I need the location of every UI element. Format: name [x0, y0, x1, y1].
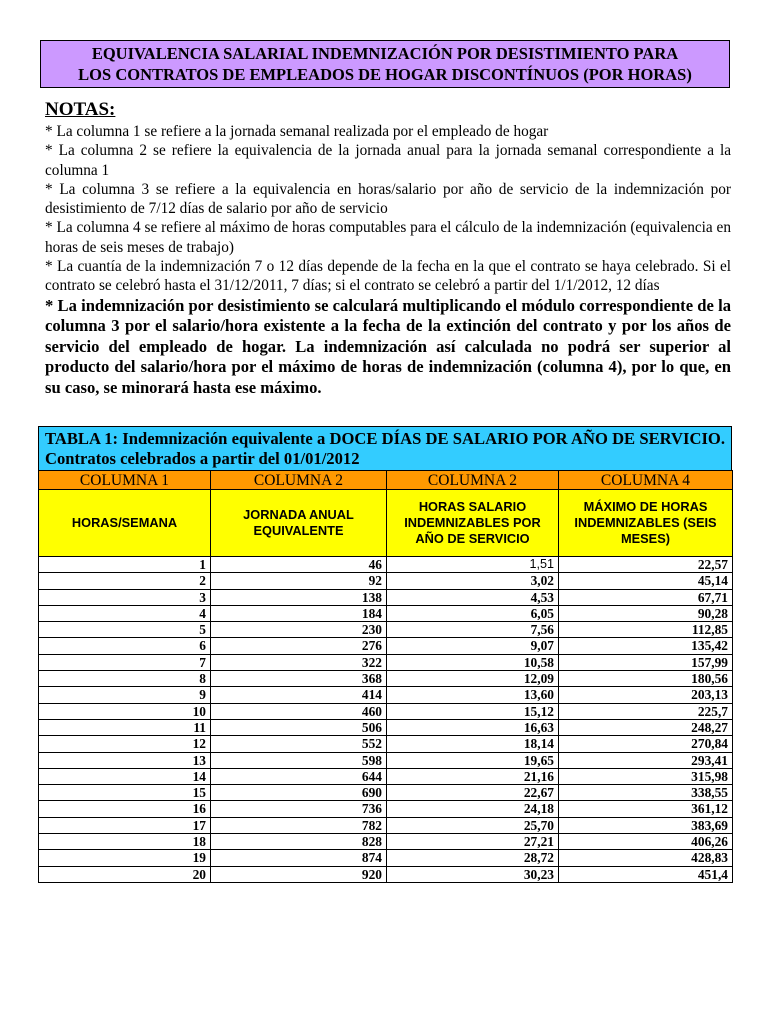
- table-row: [39, 834, 733, 850]
- data-table: [38, 470, 733, 883]
- table-cell: 15,12: [387, 703, 559, 719]
- table-cell: 12,09: [387, 671, 559, 687]
- table-cell: 90,28: [559, 605, 733, 621]
- equivalence-table: [38, 426, 732, 883]
- table-row: [39, 671, 733, 687]
- table-cell: 138: [211, 589, 387, 605]
- table-cell: 46: [211, 557, 387, 573]
- table-row: [39, 817, 733, 833]
- column-name: COLUMNA 4: [559, 471, 733, 490]
- title-line-2: LOS CONTRATOS DE EMPLEADOS DE HOGAR DISCONTÍNUOS (POR HORAS): [78, 65, 692, 84]
- table-cell: 18,14: [387, 736, 559, 752]
- table-cell: 5: [39, 622, 211, 638]
- table-cell: 30,23: [387, 866, 559, 882]
- table-cell: 1: [39, 557, 211, 573]
- column-name: COLUMNA 2: [211, 471, 387, 490]
- table-row: [39, 654, 733, 670]
- notes-section: [45, 98, 731, 398]
- table-cell: 27,21: [387, 834, 559, 850]
- table-cell: 67,71: [559, 589, 733, 605]
- table-cell: 4: [39, 605, 211, 621]
- table-cell: 92: [211, 573, 387, 589]
- table-cell: 21,16: [387, 768, 559, 784]
- table-cell: 315,98: [559, 768, 733, 784]
- table-cell: 690: [211, 785, 387, 801]
- table-row: [39, 638, 733, 654]
- table-cell: 248,27: [559, 719, 733, 735]
- table-cell: 506: [211, 719, 387, 735]
- table-cell: 644: [211, 768, 387, 784]
- table-cell: 2: [39, 573, 211, 589]
- table-cell: 920: [211, 866, 387, 882]
- subheader: HORAS/SEMANA: [39, 490, 211, 557]
- table-cell: 22,57: [559, 557, 733, 573]
- table-cell: 874: [211, 850, 387, 866]
- table-cell: 1,51: [387, 557, 559, 573]
- table-cell: 20: [39, 866, 211, 882]
- table-cell: 383,69: [559, 817, 733, 833]
- bold-note: * La indemnización por desistimiento se calculará multiplicando el módulo correspondiente de la columna 3 por el salario/hora existente a la fecha de la extinción del contrato y por los años de servicio del empleado de hogar. La indemnización así calculada no podrá ser superior al producto del salario/hora por el máximo de horas de indemnización (columna 4), por lo que, en su caso, se minorará hasta ese máximo.: [45, 295, 731, 397]
- table-row: [39, 605, 733, 621]
- table-cell: 10: [39, 703, 211, 719]
- table-row: [39, 703, 733, 719]
- subheader: MÁXIMO DE HORAS INDEMNIZABLES (SEIS MESES): [559, 490, 733, 557]
- table-cell: 406,26: [559, 834, 733, 850]
- table-cell: 276: [211, 638, 387, 654]
- table-cell: 16,63: [387, 719, 559, 735]
- table-cell: 24,18: [387, 801, 559, 817]
- table-cell: 112,85: [559, 622, 733, 638]
- table-cell: 3,02: [387, 573, 559, 589]
- table-cell: 45,14: [559, 573, 733, 589]
- table-cell: 11: [39, 719, 211, 735]
- column-name: COLUMNA 1: [39, 471, 211, 490]
- table-cell: 736: [211, 801, 387, 817]
- table-cell: 135,42: [559, 638, 733, 654]
- notes-heading: NOTAS:: [45, 99, 116, 120]
- table-row: [39, 752, 733, 768]
- table-row: [39, 573, 733, 589]
- table-cell: 460: [211, 703, 387, 719]
- table-cell: 293,41: [559, 752, 733, 768]
- table-row: [39, 622, 733, 638]
- table-cell: 10,58: [387, 654, 559, 670]
- table-cell: 8: [39, 671, 211, 687]
- subheader: HORAS SALARIO INDEMNIZABLES POR AÑO DE SERVICIO: [387, 490, 559, 557]
- table-cell: 157,99: [559, 654, 733, 670]
- note-item: * La cuantía de la indemnización 7 o 12 días depende de la fecha en la que el contrato se haya celebrado. Si el contrato se celebró hasta el 31/12/2011, 7 días; si el contrato se celebró a partir del 1/1/2012, 12 días: [45, 258, 731, 295]
- table-cell: 9,07: [387, 638, 559, 654]
- table-cell: 7: [39, 654, 211, 670]
- table-cell: 13,60: [387, 687, 559, 703]
- table-row: [39, 785, 733, 801]
- table-cell: 4,53: [387, 589, 559, 605]
- table-cell: 368: [211, 671, 387, 687]
- table-cell: 184: [211, 605, 387, 621]
- note-item: * La columna 4 se refiere al máximo de horas computables para el cálculo de la indemnización (equivalencia en horas de seis meses de trabajo): [45, 219, 731, 256]
- table-row: [39, 687, 733, 703]
- note-item: * La columna 2 se refiere la equivalencia de la jornada anual para la jornada semanal correspondiente a la columna 1: [45, 142, 731, 179]
- subheader-row: [39, 490, 733, 557]
- table-row: [39, 557, 733, 573]
- table-cell: 361,12: [559, 801, 733, 817]
- table-cell: 15: [39, 785, 211, 801]
- table-cell: 28,72: [387, 850, 559, 866]
- table-cell: 782: [211, 817, 387, 833]
- table-cell: 3: [39, 589, 211, 605]
- subheader: JORNADA ANUAL EQUIVALENTE: [211, 490, 387, 557]
- table-row: [39, 589, 733, 605]
- table-cell: 230: [211, 622, 387, 638]
- table-row: [39, 866, 733, 882]
- table-cell: 13: [39, 752, 211, 768]
- note-item: * La columna 1 se refiere a la jornada semanal realizada por el empleado de hogar: [45, 123, 549, 140]
- table-cell: 18: [39, 834, 211, 850]
- table-cell: 338,55: [559, 785, 733, 801]
- table-row: [39, 736, 733, 752]
- table-cell: 451,4: [559, 866, 733, 882]
- table-cell: 19: [39, 850, 211, 866]
- table-cell: 203,13: [559, 687, 733, 703]
- table-cell: 6,05: [387, 605, 559, 621]
- table-cell: 17: [39, 817, 211, 833]
- table-cell: 598: [211, 752, 387, 768]
- column-name: COLUMNA 2: [387, 471, 559, 490]
- table-cell: 7,56: [387, 622, 559, 638]
- document-title: [40, 40, 730, 88]
- table-cell: 25,70: [387, 817, 559, 833]
- table-cell: 14: [39, 768, 211, 784]
- table-cell: 19,65: [387, 752, 559, 768]
- table-heading: TABLA 1: Indemnización equivalente a DOCE DÍAS DE SALARIO POR AÑO DE SERVICIO. Contratos celebrados a partir del 01/01/2012: [38, 426, 732, 470]
- column-names-row: [39, 471, 733, 490]
- table-cell: 414: [211, 687, 387, 703]
- title-line-1: EQUIVALENCIA SALARIAL INDEMNIZACIÓN POR DESISTIMIENTO PARA: [91, 44, 679, 63]
- table-cell: 12: [39, 736, 211, 752]
- table-cell: 16: [39, 801, 211, 817]
- table-cell: 552: [211, 736, 387, 752]
- note-item: * La columna 3 se refiere a la equivalencia en horas/salario por año de servicio de la indemnización por desistimiento de 7/12 días de salario por año de servicio: [45, 180, 731, 218]
- table-cell: 9: [39, 687, 211, 703]
- table-cell: 225,7: [559, 703, 733, 719]
- table-cell: 6: [39, 638, 211, 654]
- table-cell: 270,84: [559, 736, 733, 752]
- table-row: [39, 719, 733, 735]
- table-row: [39, 850, 733, 866]
- table-row: [39, 768, 733, 784]
- table-row: [39, 801, 733, 817]
- table-cell: 22,67: [387, 785, 559, 801]
- table-cell: 828: [211, 834, 387, 850]
- table-cell: 428,83: [559, 850, 733, 866]
- table-cell: 180,56: [559, 671, 733, 687]
- table-cell: 322: [211, 654, 387, 670]
